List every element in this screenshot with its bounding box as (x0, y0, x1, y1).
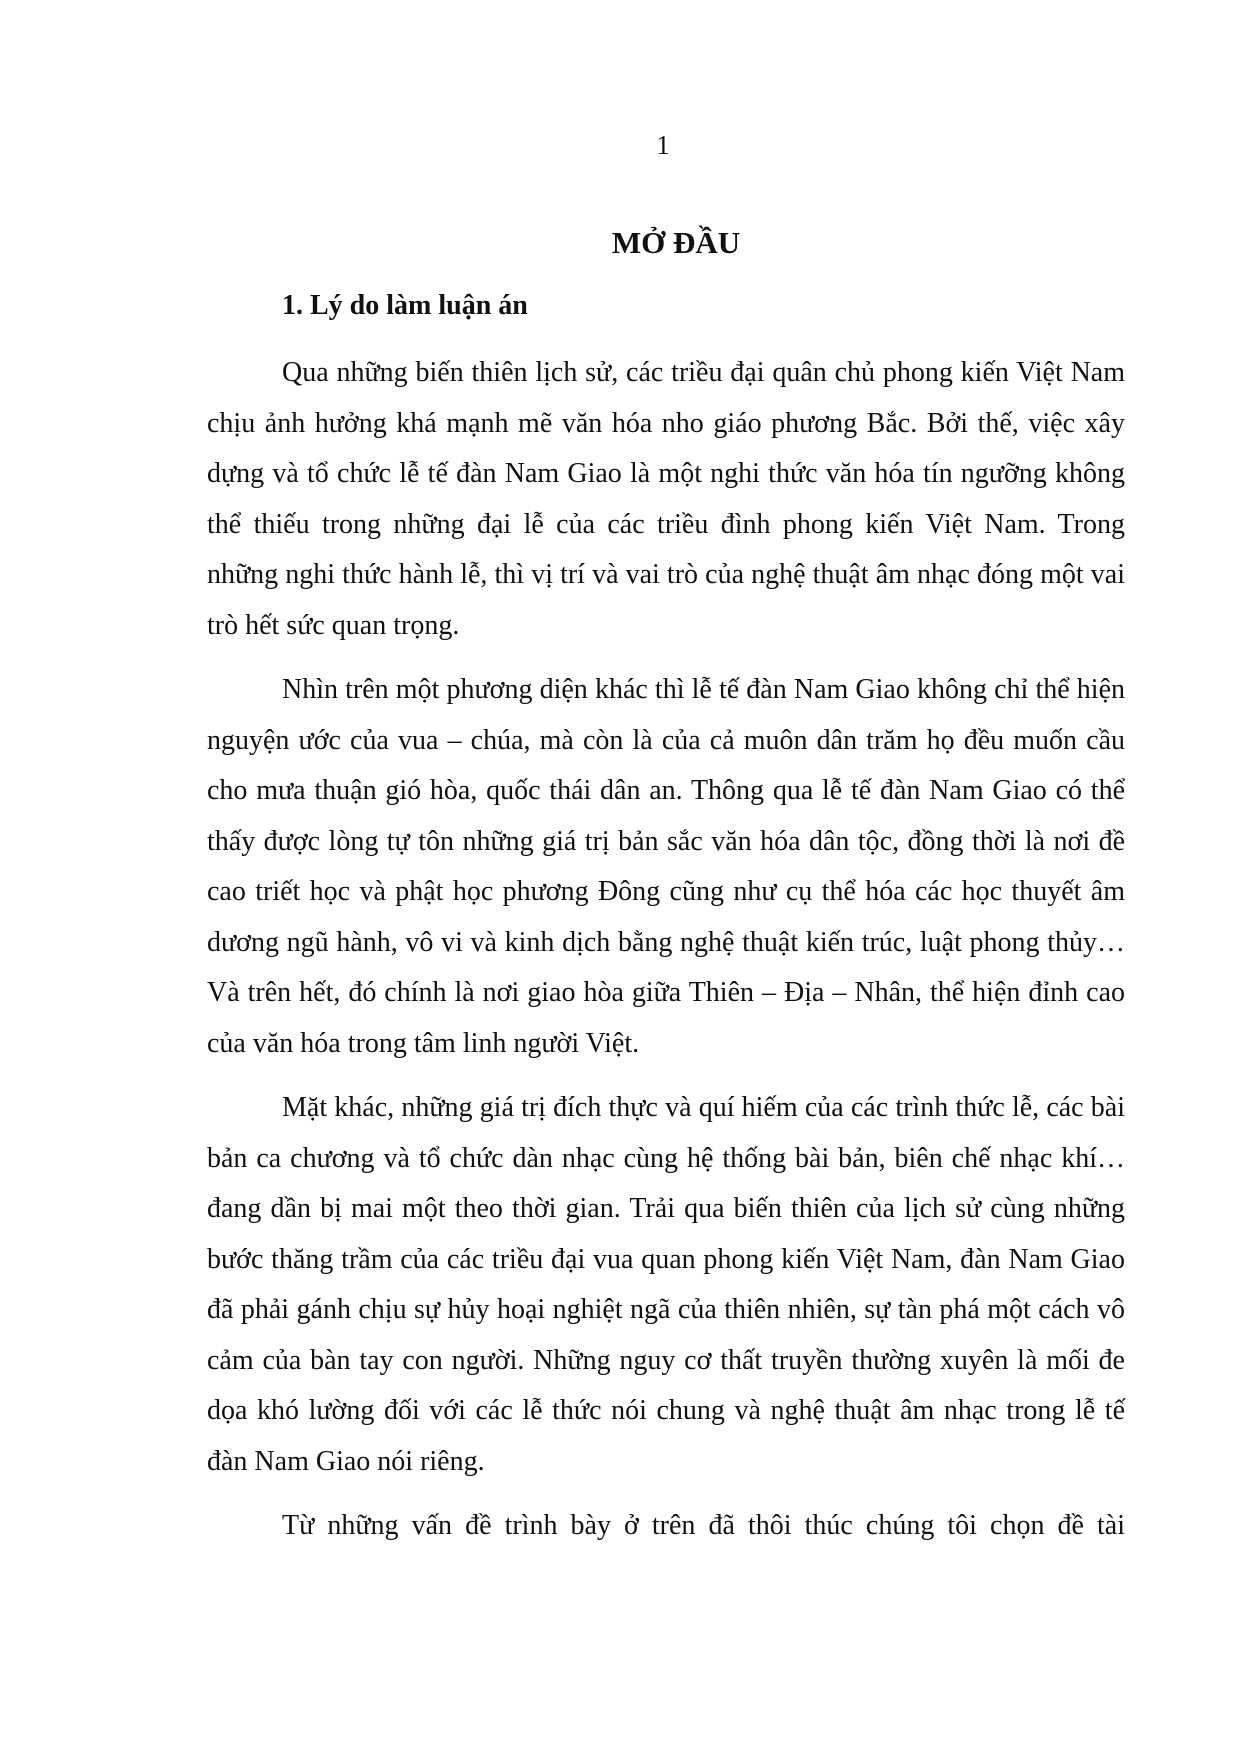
page-content (207, 222, 1125, 1566)
paragraph: Mặt khác, những giá trị đích thực và quí hiếm của các trình thức lễ, các bài bản ca chương và tổ chức dàn nhạc cùng hệ thống bài bản, biên chế nhạc khí… đang dần bị mai một theo thời gian. Trải qua biến thiên của lịch sử cùng những bước thăng trầm của các triều đại vua quan phong kiến Việt Nam, đàn Nam Giao đã phải gánh chịu sự hủy hoại nghiệt ngã của thiên nhiên, sự tàn phá một cách vô cảm của bàn tay con người. Những nguy cơ thất truyền thường xuyên là mối đe dọa khó lường đối với các lễ thức nói chung và nghệ thuật âm nhạc trong lễ tế đàn Nam Giao nói riêng. (207, 1092, 1125, 1477)
page-number: 1 (656, 130, 670, 160)
paragraph: Từ những vấn đề trình bày ở trên đã thôi thúc chúng tôi chọn đề tài (282, 1510, 1125, 1541)
paragraph: Nhìn trên một phương diện khác thì lễ tế đàn Nam Giao không chỉ thể hiện nguyện ước của vua – chúa, mà còn là của cả muôn dân trăm họ đều muốn cầu cho mưa thuận gió hòa, quốc thái dân an. Thông qua lễ tế đàn Nam Giao có thể thấy được lòng tự tôn những giá trị bản sắc văn hóa dân tộc, đồng thời là nơi đề cao triết học và phật học phương Đông cũng như cụ thể hóa các học thuyết âm dương ngũ hành, vô vi và kinh dịch bằng nghệ thuật kiến trúc, luật phong thủy… Và trên hết, đó chính là nơi giao hòa giữa Thiên – Địa – Nhân, thể hiện đỉnh cao của văn hóa trong tâm linh người Việt. (207, 674, 1125, 1059)
paragraph: Qua những biến thiên lịch sử, các triều đại quân chủ phong kiến Việt Nam chịu ảnh hưởng khá mạnh mẽ văn hóa nho giáo phương Bắc. Bởi thế, việc xây dựng và tổ chức lễ tế đàn Nam Giao là một nghi thức văn hóa tín ngưỡng không thể thiếu trong những đại lễ của các triều đình phong kiến Việt Nam. Trong những nghi thức hành lễ, thì vị trí và vai trò của nghệ thuật âm nhạc đóng một vai trò hết sức quan trọng. (207, 357, 1125, 641)
section-title: 1. Lý do làm luận án (282, 290, 528, 321)
chapter-title: MỞ ĐẦU (611, 225, 741, 260)
